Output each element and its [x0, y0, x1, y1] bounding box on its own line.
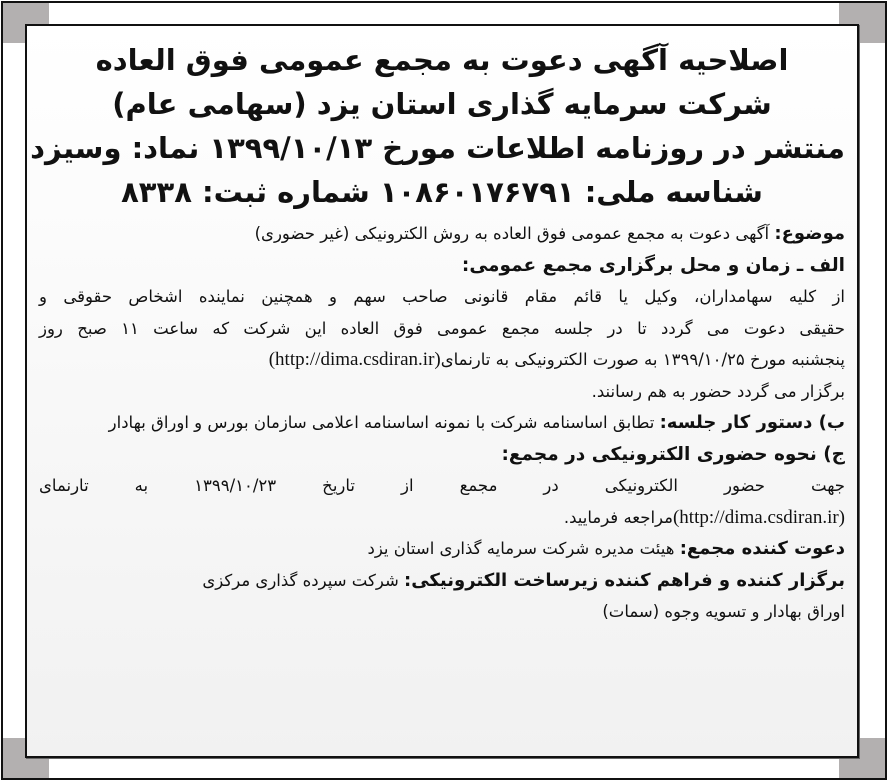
- section-c-line-1: جهت حضور الکترونیکی در مجمع از تاریخ ۱۳۹۹/۱۰/۲۳ به تارنمای: [39, 476, 845, 495]
- section-a-heading: الف ـ زمان و محل برگزاری مجمع عمومی:: [461, 254, 845, 276]
- headline-title: اصلاحیه آگهی دعوت به مجمع عمومی فوق العاده: [95, 43, 789, 77]
- section-b-text: تطابق اساسنامه شرکت با نمونه اساسنامه اعلامی سازمان بورس و اوراق بهادار: [108, 413, 655, 432]
- headline-company: شرکت سرمایه گذاری استان یزد (سهامی عام): [112, 87, 772, 121]
- inviter-label: دعوت کننده مجمع:: [679, 538, 845, 559]
- section-c-heading: ج) نحوه حضوری الکترونیکی در مجمع:: [501, 443, 845, 465]
- section-a-line-3: [39, 344, 845, 376]
- section-b-line: [39, 407, 845, 439]
- notice-box: [25, 24, 859, 758]
- headline-publication: منتشر در روزنامه اطلاعات مورخ ۱۳۹۹/۱۰/۱۳ نماد: وسیزد: [30, 131, 845, 165]
- organizer-label: برگزار کننده و فراهم کننده زیرساخت الکترونیکی:: [404, 569, 845, 591]
- headline-registration: شناسه ملی: ۱۰۸۶۰۱۷۶۷۹۱ شماره ثبت: ۸۳۳۸: [121, 175, 763, 209]
- subject-label: موضوع:: [774, 223, 845, 244]
- website-link[interactable]: (http://dima.csdiran.ir): [268, 349, 441, 370]
- section-a-line-2: حقیقی دعوت می گردد تا در جلسه مجمع عمومی فوق العاده این شرکت که ساعت ۱۱ صبح روز: [39, 318, 845, 338]
- section-c-line-2-text: مراجعه فرمایید.: [563, 507, 673, 527]
- notice-headline: [30, 38, 845, 214]
- notice-body: [39, 218, 845, 628]
- organizer-line: [39, 565, 845, 597]
- section-a-line-1: از کلیه سهامداران، وکیل یا قائم مقام قانونی صاحب سهم و همچنین نماینده اشخاص حقوقی و: [39, 287, 845, 306]
- notice-frame: [1, 1, 887, 780]
- section-c-line-2: [39, 502, 845, 534]
- website-link-2[interactable]: (http://dima.csdiran.ir): [672, 506, 845, 528]
- inviter-line: [39, 533, 845, 565]
- organizer-line-2: اوراق بهادار و تسویه وجوه (سمات): [602, 602, 845, 621]
- subject-text: آگهی دعوت به مجمع عمومی فوق العاده به روش الکترونیکی (غیر حضوری): [254, 224, 770, 243]
- section-b-label: ب) دستور کار جلسه:: [659, 412, 845, 433]
- section-a-line-3-text: پنجشنبه مورخ ۱۳۹۹/۱۰/۲۵ به صورت الکترونیکی به تارنمای: [440, 350, 845, 369]
- subject-line: [39, 218, 845, 250]
- organizer-text: شرکت سپرده گذاری مرکزی: [202, 570, 399, 590]
- section-a-line-4: برگزار می گردد حضور به هم رسانند.: [591, 381, 845, 401]
- inviter-text: هیئت مدیره شرکت سرمایه گذاری استان یزد: [367, 539, 675, 558]
